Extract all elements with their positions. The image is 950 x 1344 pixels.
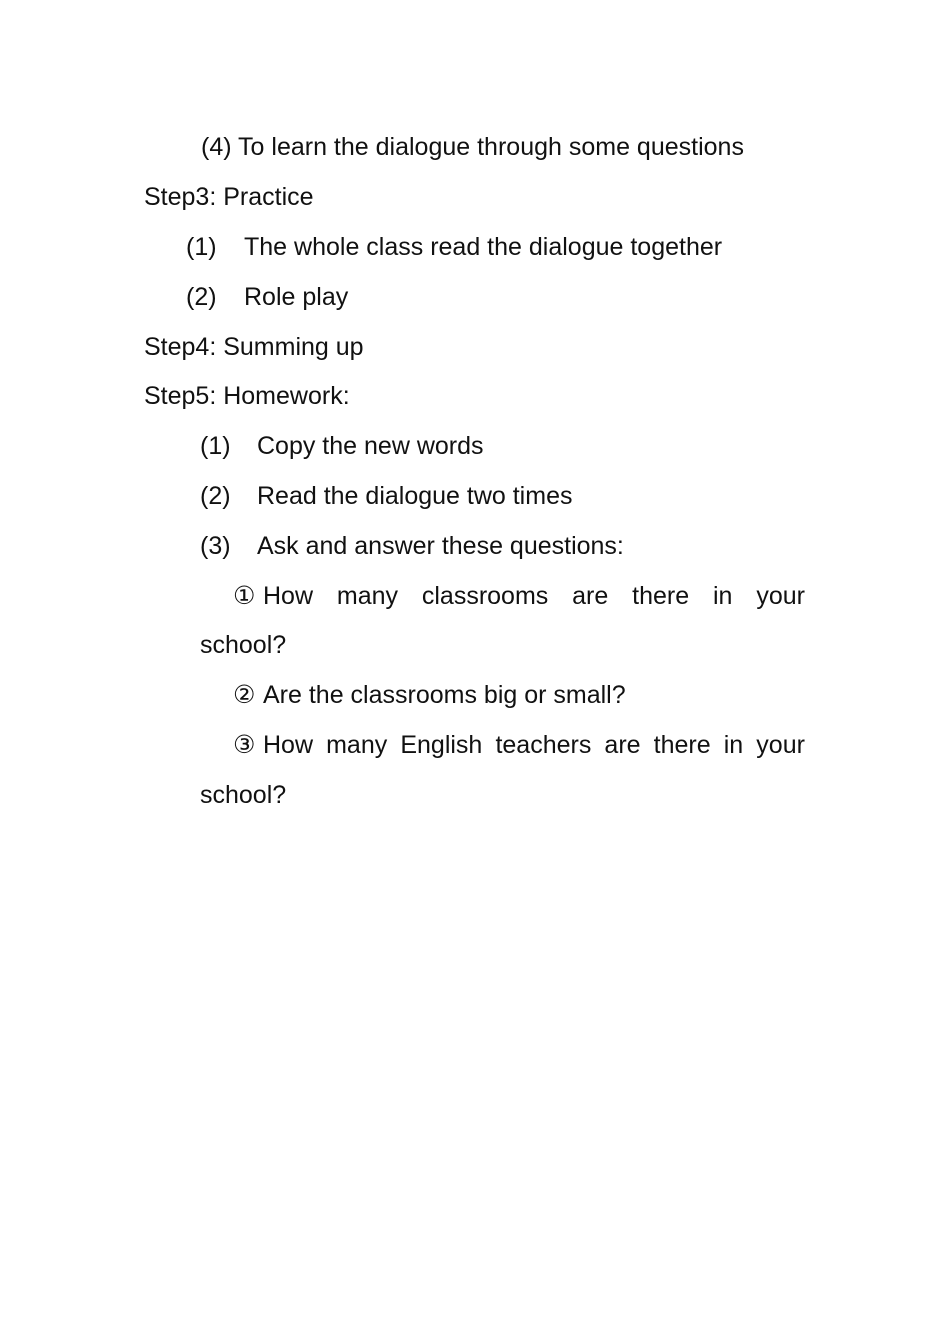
list-item-text: Role play (244, 283, 349, 311)
list-item (200, 531, 800, 561)
list-item-number: (3) (200, 532, 231, 560)
step3-heading: Step3: Practice (144, 183, 314, 211)
question-word: are (604, 731, 641, 759)
list-item (186, 282, 786, 312)
question-word: in (713, 582, 733, 610)
question-1-line (233, 581, 805, 611)
list-item (200, 481, 800, 511)
objective-line: (4) To learn the dialogue through some questions (201, 133, 744, 161)
list-item-number: (1) (186, 233, 217, 261)
list-item (186, 232, 786, 262)
question-word: English (400, 731, 483, 759)
question-3-line (233, 730, 805, 760)
question-3 (233, 730, 805, 760)
list-item-text: Read the dialogue two times (257, 482, 573, 510)
question-word: in (723, 731, 744, 759)
question-word: teachers (495, 731, 592, 759)
question-3-first (233, 730, 313, 760)
question-1-continuation: school? (200, 631, 287, 659)
question-word: many (336, 582, 399, 610)
step5-heading: Step5: Homework: (144, 382, 350, 410)
list-item-number: (1) (200, 432, 231, 460)
list-item (200, 431, 800, 461)
question-word: many (326, 731, 388, 759)
question-word: How (263, 582, 314, 610)
question-marker: ③ (233, 731, 256, 759)
list-item-number: (2) (186, 283, 217, 311)
list-item-text: Ask and answer these questions: (257, 532, 624, 560)
list-item-number: (2) (200, 482, 231, 510)
question-word: are (572, 582, 609, 610)
question-word: your (756, 731, 805, 759)
question-word: there (653, 731, 711, 759)
question-word: your (756, 582, 805, 610)
question-1-first (233, 581, 313, 611)
question-word: classrooms (421, 582, 549, 610)
question-word: there (632, 582, 690, 610)
question-word: How (263, 731, 314, 759)
question-3-continuation: school? (200, 781, 287, 809)
question-marker: ② (233, 681, 256, 709)
question-1 (233, 581, 805, 611)
question-2 (233, 680, 626, 710)
list-item-text: The whole class read the dialogue together (244, 233, 723, 261)
step4-heading: Step4: Summing up (144, 333, 364, 361)
question-marker: ① (233, 582, 256, 610)
question-text: Are the classrooms big or small? (263, 681, 626, 709)
list-item-text: Copy the new words (257, 432, 484, 460)
